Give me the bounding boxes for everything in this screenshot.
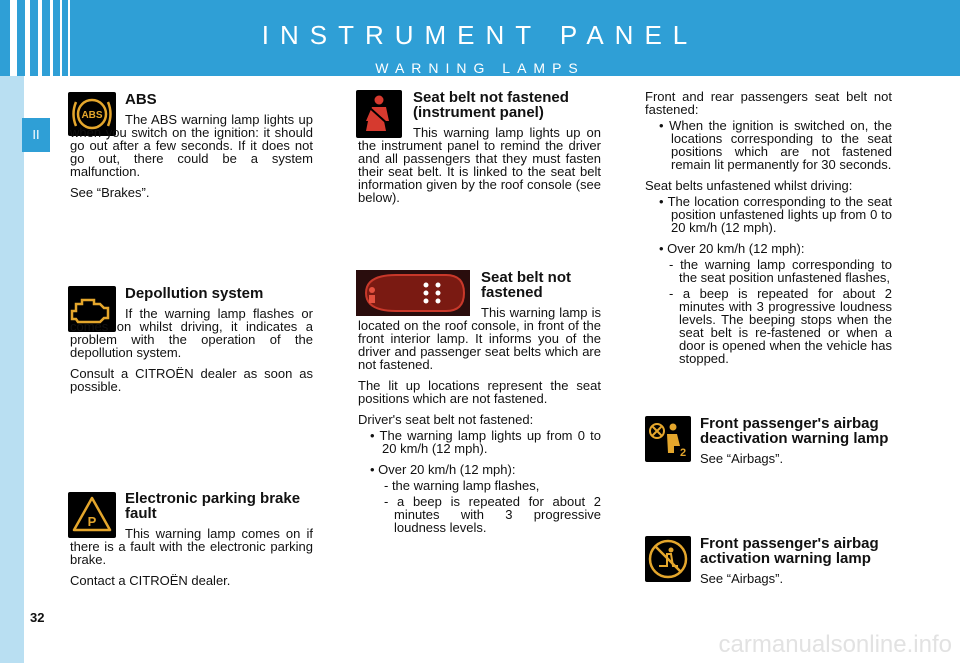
header-stripe <box>10 0 17 76</box>
airbag-deactivation-icon <box>645 416 691 462</box>
abs-section <box>70 92 313 207</box>
header-stripe <box>25 0 30 76</box>
seatbelt-panel-body: This warning lamp lights up on the instrument panel to remind the driver and all passengers that they must fasten their seat belt. It is linked to the seat belt information given by the roof console (see below). <box>358 125 601 205</box>
parking-brake-heading: Electronic parking brake fault <box>125 490 301 522</box>
page-title: INSTRUMENT PANEL <box>261 20 699 50</box>
passengers-dash-1: - the warning lamp corresponding to the seat position unfastened flashes, <box>669 257 892 285</box>
header-stripe <box>68 0 70 76</box>
parking-brake-section <box>70 491 313 595</box>
watermark: carmanualsonline.info <box>718 631 952 658</box>
passengers-title-2: Seat belts unfastened whilst driving: <box>645 178 853 193</box>
seatbelt-roof-heading: Seat belt not fastened <box>481 269 572 301</box>
airbag-activation-icon <box>645 536 691 582</box>
driver-bullet-2: • Over 20 km/h (12 mph): <box>370 462 516 477</box>
driver-dash-2: - a beep is repeated for about 2 minutes with 3 progressive loudness levels. <box>384 494 601 535</box>
seatbelt-panel-section <box>358 90 601 212</box>
abs-body: The ABS warning lamp lights up when you switch on the ignition: it should go out after a few seconds. If it does not go out, there could be a system malfunction. <box>70 112 313 179</box>
page-subtitle: WARNING LAMPS <box>375 60 585 76</box>
parking-brake-body: This warning lamp comes on if there is a fault with the electronic parking brake. <box>70 526 313 567</box>
passengers-dash-2: - a beep is repeated for about 2 minutes with 3 progressive loudness levels. The beeping stops when the seat belt is re-fastened or when a door is opened when the vehicle has stopped. <box>669 286 892 366</box>
depollution-contact: Consult a CITROËN dealer as soon as possible. <box>70 366 313 394</box>
svg-text:2: 2 <box>679 447 687 459</box>
seatbelt-roof-section <box>358 270 601 542</box>
abs-see: See “Brakes”. <box>70 185 150 200</box>
airbag-deactivation-see: See “Airbags”. <box>700 451 784 466</box>
passengers-title-1: Front and rear passengers seat belt not fastened: <box>645 89 892 117</box>
driver-dash-1: - the warning lamp flashes, <box>384 478 540 493</box>
driver-title: Driver's seat belt not fastened: <box>358 412 534 427</box>
passengers-section <box>645 90 892 373</box>
header-stripe <box>38 0 42 76</box>
seatbelt-roof-lit: The lit up locations represent the seat positions which are not fastened. <box>358 378 601 406</box>
depollution-body: If the warning lamp flashes or comes on whilst driving, it indicates a problem with the operation of the depollution system. <box>70 306 313 360</box>
depollution-heading: Depollution system <box>125 285 264 302</box>
header-stripe <box>50 0 53 76</box>
parking-brake-contact: Contact a CITROËN dealer. <box>70 573 231 588</box>
abs-heading: ABS <box>125 91 157 108</box>
chapter-sidebar <box>0 76 24 663</box>
airbag-activation-see: See “Airbags”. <box>700 571 784 586</box>
passengers-bullet-3: • Over 20 km/h (12 mph): <box>659 241 805 256</box>
passengers-bullet-2: • The location corresponding to the seat position unfastened lights up from 0 to 20 km/h (12 mph). <box>659 194 892 235</box>
chapter-tab[interactable]: II <box>22 118 50 152</box>
header-stripe <box>60 0 62 76</box>
airbag-activation-heading: Front passenger's airbag activation warning lamp <box>700 535 879 567</box>
svg-text:ABS: ABS <box>81 110 103 121</box>
airbag-deactivation-heading: Front passenger's airbag deactivation warning lamp <box>700 415 889 447</box>
driver-bullet-1: • The warning lamp lights up from 0 to 20 km/h (12 mph). <box>370 428 601 456</box>
airbag-activation-section <box>700 536 900 593</box>
svg-text:P: P <box>87 514 97 529</box>
seatbelt-panel-heading: Seat belt not fastened (instrument panel) <box>413 89 569 121</box>
passengers-bullet-1: • When the ignition is switched on, the locations corresponding to the seat positions which are not fastened remain lit permanently for 30 seconds. <box>659 118 892 172</box>
header-band <box>0 0 960 76</box>
airbag-deactivation-section <box>700 416 900 473</box>
seatbelt-roof-body: This warning lamp is located on the roof console, in front of the front interior lamp. It informs you of the driver and passenger seat belts which are not fastened. <box>358 305 601 372</box>
depollution-section <box>70 286 313 401</box>
page-number: 32 <box>30 610 45 625</box>
